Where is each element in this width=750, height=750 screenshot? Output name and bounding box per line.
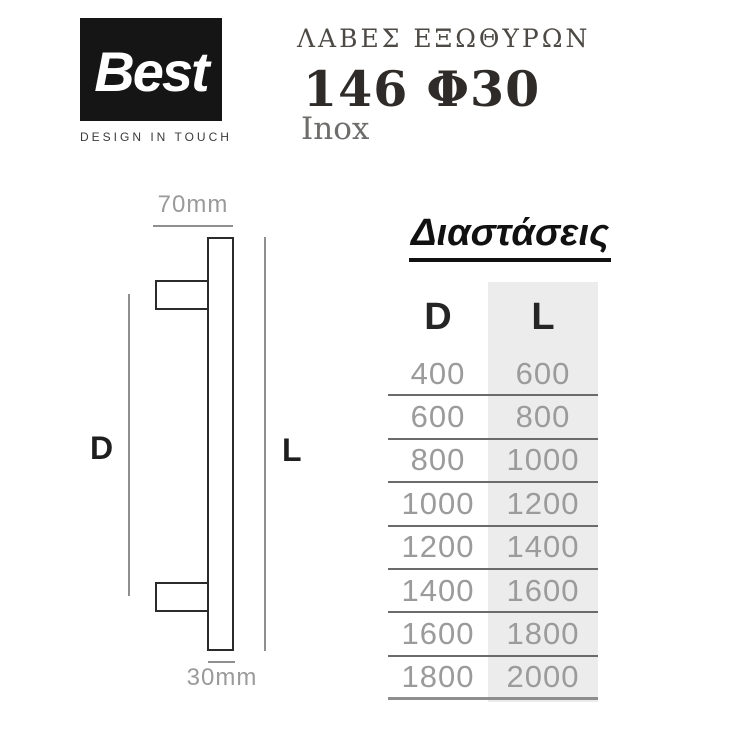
cell-l: 1000 [506,442,580,478]
table-row [388,396,598,439]
cell-d: 1000 [401,485,475,521]
table-row [388,440,598,483]
cell-d: 1600 [401,616,475,652]
cell-l: 2000 [506,658,580,694]
dimensions-table [388,282,598,700]
handle-upper-post [155,280,210,310]
d-dimension-line [128,294,130,596]
cell-l: 600 [515,355,571,391]
top-dimension-line [153,225,233,227]
cell-l: 1600 [506,572,580,608]
l-dimension-label: L [282,432,302,468]
cell-d: 800 [410,442,466,478]
cell-d: 1200 [401,529,475,565]
product-material: Inox [301,111,370,147]
cell-d: 400 [410,355,466,391]
handle-tube [207,237,234,651]
bottom-dimension-label: 30mm [186,664,258,691]
cell-l: 1400 [506,529,580,565]
l-dimension-line [264,237,266,651]
brand-logo [80,18,222,121]
table-row [388,353,598,396]
cell-d: 1400 [401,572,475,608]
column-header-l: L [531,296,555,338]
top-dimension-label: 70mm [157,191,229,218]
cell-d: 600 [410,399,466,435]
cell-l: 800 [515,399,571,435]
table-row [388,483,598,526]
table-row [388,613,598,656]
cell-l: 1800 [506,616,580,652]
column-header-d: D [424,296,452,338]
table-row [388,527,598,570]
d-dimension-label: D [90,430,114,466]
dimensions-title: Διαστάσεις [409,212,611,262]
table-row [388,657,598,700]
table-row [388,570,598,613]
bottom-dimension-line [208,661,235,663]
dimensions-table-header [388,282,598,353]
product-model: 146 Φ30 [303,60,541,118]
handle-lower-post [155,582,210,612]
brand-logo-text: Best [94,40,208,103]
cell-d: 1800 [401,658,475,694]
brand-tagline: DESIGN IN TOUCH [80,130,232,144]
product-category: ΛΑΒΕΣ ΕΞΩΘΥΡΩΝ [297,24,591,53]
cell-l: 1200 [506,485,580,521]
